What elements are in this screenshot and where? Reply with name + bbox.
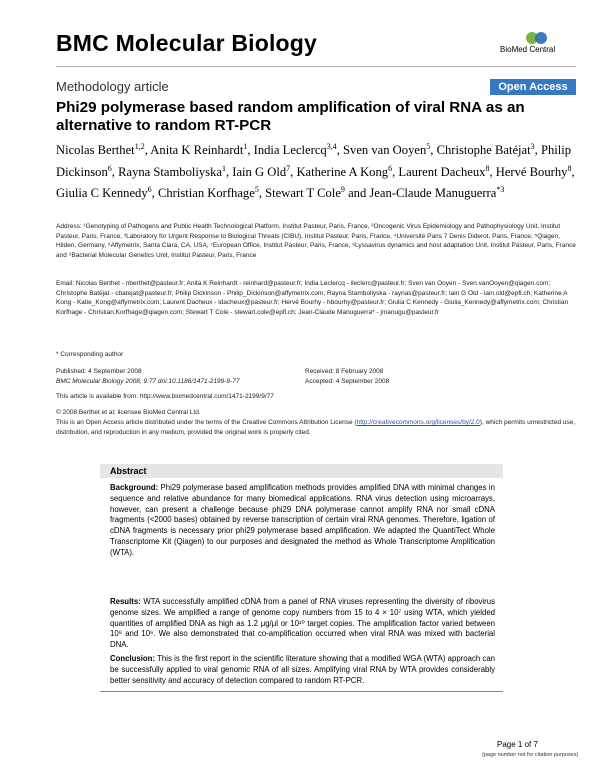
author-emails: Email: Nicolas Berthet - nberthet@pasteur.fr; Anita K Reinhardt - reinhard@pasteur.fr; India Leclercq - ileclerc@pasteur.fr; Sven van Ooyen - Sven.vanOoyen@qiagen.com; Christophe Batéjat - cbatejat@pasteur.fr; Philip Dickinson - Philip_Dickinson@affymetrix.com; Rayna Stamboliyska - raynas@pasteur.fr; Iain G Old - iain.old@epfl.ch; Katherine A Kong - Katie_Kong@affymetrix.com; Laurent Dacheux - ldacheux@pasteur.fr; Hervé Bourhy - hbourhy@pasteur.fr; Giulia C Kennedy - Giulia_Kennedy@affymetrix.com; Christian Korfhage - Christian.Korfhage@qiagen.com; Stewart T Cole - stewart.cole@epfl.ch; Jean-Claude Manuguerra* - jmanugu@pasteur.fr [56,280,569,316]
background-text: Phi29 polymerase based amplification methods provides amplified DNA with minimal changes in sequence and relative abundance for many biomedical applications. RNA virus detection using microarrays, however, can present a challenge because phi29 DNA polymerase cannot amplify RNA nor small cDNA fragments (<2000 bases) obtained by reverse transcription of certain viral RNA genomes. Therefore, ligation of cDNA fragments is necessary prior phi29 polymerase based amplification. We adapted the QuantiTect Whole Transcriptome Kit (Qiagen) to our purposes and designated the method as Whole Transcriptome Amplification (WTA). [110,483,495,557]
author-name: Rayna Stamboliyska [118,164,222,179]
publisher-name: BioMed Central [500,45,556,54]
header-divider [56,66,576,67]
biomed-logo-icon [524,30,550,46]
received-date: Received: 8 February 2008 [305,368,384,375]
author-name: Giulia C Kennedy [56,186,148,201]
results-label: Results: [110,597,141,606]
license-post: ), which permits unrestricted use, distribution, and reproduction in any medium, provided the original work is properly cited. [56,419,576,436]
author-name: Stewart T Cole [265,186,341,201]
citation: BMC Molecular Biology 2008, 9:77 doi:10.1186/1471-2199-9-77 [56,377,240,385]
author-name: Nicolas Berthet [56,143,135,158]
author-affiliation: 6 [107,163,112,173]
author-name: Sven van Ooyen [343,143,427,158]
author-name: Philip Dickinson [56,143,572,179]
author-name: Christophe Batéjat [436,143,531,158]
abstract-results [110,597,495,651]
conclusion-text: This is the first report in the scientific literature showing that a modified WGA (WTA) approach can be successfully applied to viral genomic RNA of all sizes. Amplifying viral RNA by WTA provides considerably better sensitivity and accuracy of detection compared to random RT-PCR. [110,654,495,685]
author-name: Hervé Bourhy [495,164,568,179]
page-number-note: (page number not for citation purposes) [482,752,579,758]
corresponding-author-note: * Corresponding author [56,351,124,358]
author-affiliation: 1 [243,142,248,151]
author-name: Katherine A Kong [296,164,389,179]
author-name: Christian Korfhage [157,186,255,201]
article-title: Phi29 polymerase based random amplification of viral RNA as an alternative to random RT-PCR [56,99,525,134]
author-affiliation: 1,2 [134,142,145,151]
author-affiliation: 5 [426,142,431,151]
author-name: Jean-Claude Manuguerra [369,186,497,201]
author-affiliation: 8 [485,163,490,173]
author-affiliation: 6 [388,163,393,173]
author-affiliation: 3,4 [326,142,337,151]
background-label: Background: [110,483,159,492]
license-pre: This is an Open Access article distributed under the terms of the Creative Commons Attribution License ( [56,419,357,426]
author-affiliation: 9 [340,185,345,195]
published-date: Published: 4 September 2008 [56,368,142,375]
author-affiliation: *3 [496,185,505,195]
author-affiliation: 3 [530,142,535,151]
article-type: Methodology article [56,79,169,94]
abstract-heading: Abstract [110,466,147,476]
publication-info [56,367,296,386]
publisher-logo [500,30,574,60]
author-name: Laurent Dacheux [398,164,486,179]
affiliations: Address: ¹Genotyping of Pathogens and Public Health Technological Platform, Institut Pasteur, Paris, France, ²Oncogenic Virus Epidemiology and Pathophysiology Unit, Institut Pasteur, Paris, France, ³Laboratory for Urgent Response to Biological Threats (CIBU), Institut Pasteur, Paris, France, ⁴Université Paris 7 Denis Diderot, Paris, France, ⁵Qiagen, Hilden, Germany, ⁶Affymetrix, Santa Clara, CA, USA, ⁷European Office, Institut Pasteur, Paris, France, ⁸Lyssavirus dynamics and host adaptation Unit, Institut Pasteur, Paris, France and ⁹Bacterial Molecular Genetics Unit, Institut Pasteur, Paris, France [56,223,576,259]
accepted-date: Accepted: 4 September 2008 [305,377,390,385]
author-list: Nicolas Berthet$^{1,2}$, Anita K Reinhardt$^1$, India Leclercq$^{3,4}$, Sven van Ooyen$^5$, Christophe Batéjat$^3$, Philip Dickinson$^6$, Rayna Stamboliyska$^1$, Iain G Old$^7$, Katherine A Kong$^6$, Laurent Dacheux$^8$, Hervé Bourhy$^8$, Giulia C Kennedy$^6$, Christian Korfhage$^5$, Stewart T Cole$^9$ and Jean-Claude Manuguerra$^{*3}$ [56,142,575,201]
journal-title: BMC Molecular Biology [56,30,318,56]
abstract-conclusion [110,654,495,686]
license-text [56,418,581,437]
author-affiliation: 8 [567,163,572,173]
received-info [305,367,505,386]
open-access-badge: Open Access [490,79,576,95]
abstract-heading-bar [100,464,503,478]
author-affiliation: 6 [147,185,152,195]
abstract-background [110,483,495,559]
author-name: Anita K Reinhardt [150,143,244,158]
page-number: Page 1 of 7 [497,740,538,749]
article-url[interactable]: This article is available from: http://www.biomedcentral.com/1471-2199/9/77 [56,393,274,400]
author-affiliation: 5 [254,185,259,195]
license-link[interactable]: http://creativecommons.org/licenses/by/2.0 [356,419,480,426]
author-affiliation: 1 [221,163,226,173]
author-name: Iain G Old [232,164,287,179]
author-affiliation: 7 [286,163,291,173]
results-text: WTA successfully amplified cDNA from a panel of RNA viruses representing the diversity of ribovirus genome sizes. We amplified a range of genome copy numbers from 15 to 4 × 10⁷ using WTA, which yielded quantities of amplified DNA as high as 1.2 μg/μl or 10¹⁰ target copies. The amplification factor varied between 10⁹ and 10⁶. We also demonstrated that co-amplification occurred when viral RNA was mixed with bacterial DNA. [110,597,495,650]
copyright: © 2008 Berthet et al; licensee BioMed Central Ltd. [56,409,201,416]
conclusion-label: Conclusion: [110,654,156,663]
author-name: India Leclercq [253,143,327,158]
